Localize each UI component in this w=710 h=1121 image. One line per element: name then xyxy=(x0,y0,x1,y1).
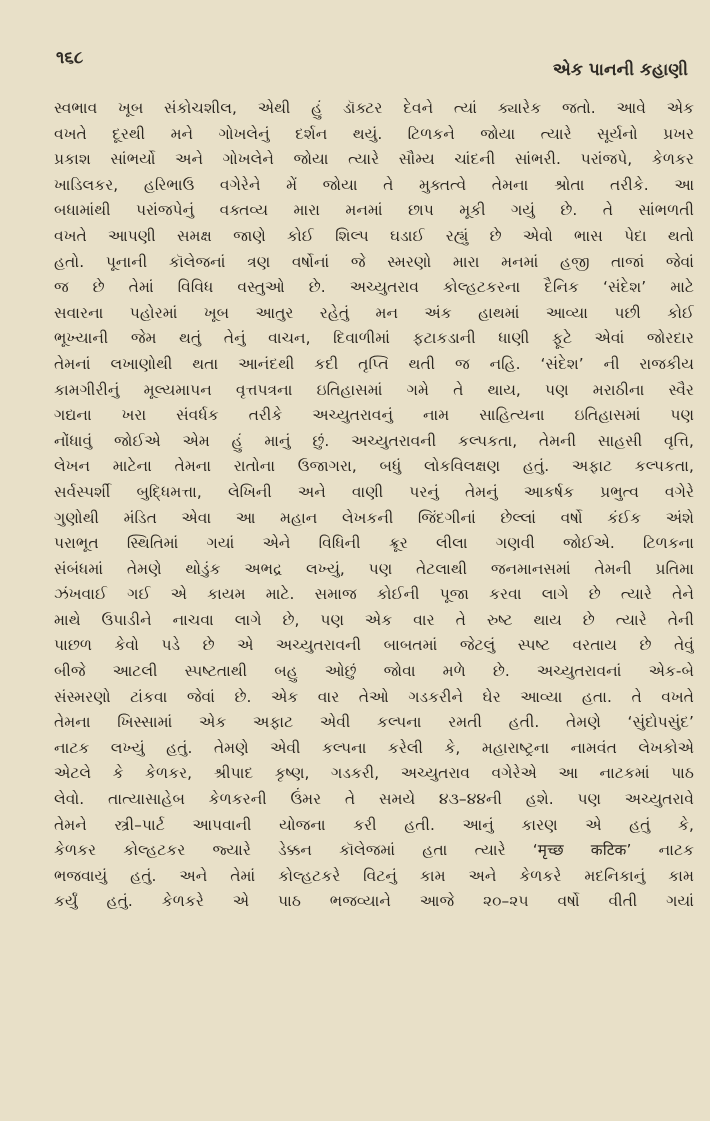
body-text xyxy=(54,96,694,915)
text-line: ગદ્યના ખરા સંવર્ધક તરીકે અચ્યુતરાવનું નામ સાહિત્યના ઇતિહાસમાં પણ xyxy=(54,406,694,425)
text-line: તેમને સ્ત્રી–પાર્ટ આપવાની યોજના કરી હતી. આનું કારણ એ હતું કે, xyxy=(54,815,694,834)
text-line: પરાભૂત સ્થિતિમાં ગયાં એને વિધિની ક્રૂર લીલા ગણવી જોઈએ. ટિળકના xyxy=(54,534,694,553)
text-line: લેવો. તાત્યાસાહેબ કેળકરની ઉંમર તે સમયે ૪૩–૪૪ની હશે. પણ અચ્યુતરાવે xyxy=(54,790,694,809)
text-line: પાછળ કેવો પડે છે એ અચ્યુતરાવની બાબતમાં જેટલું સ્પષ્ટ વરતાય છે તેવું xyxy=(54,636,694,655)
text-line: નાટક લખ્યું હતું. તેમણે એવી કલ્પના કરેલી કે, મહારાષ્ટ્રના નામવંત લેખકોએ xyxy=(54,738,694,757)
text-line: ભજવાયું હતું. અને તેમાં કોલ્હટકરે વિટનું કામ અને કેળકરે મદનિકાનું કામ xyxy=(54,866,694,885)
text-line: જ છે તેમાં વિવિધ વસ્તુઓ છે. અચ્યુતરાવ કોલ્હટકરના દૈનિક ‘સંદેશ’ માટે xyxy=(54,278,694,297)
text-line: ભૂખ્યાની જેમ થતું તેનું વાચન, દિવાળીમાં ફટાકડાની ધાણી ફૂટે એવાં જોરદાર xyxy=(54,329,694,348)
text-line: હતો. પૂનાની કૉલેજનાં ત્રણ વર્ષોનાં જે સ્મરણો મારા મનમાં હજી તાજાં જેવાં xyxy=(54,252,694,271)
text-line: લેખન માટેના તેમના રાતોના ઉજાગરા, બધું લોકવિલક્ષણ હતું. અફાટ કલ્પકતા, xyxy=(54,457,694,476)
text-line: ખાડિલકર, હરિભાઉ વગેરેને મેં જોયા તે મુક્તત્વે તેમના શ્રોતા તરીકે. આ xyxy=(54,175,694,194)
text-line: સવારના પહોરમાં ખૂબ આતુર રહેતું મન અંક હાથમાં આવ્યા પછી કોઈ xyxy=(54,303,694,322)
text-line: સંબંધમાં તેમણે થોડુંક અભદ્ર લખ્યું, પણ તેટલાથી જનમાનસમાં તેમની પ્રતિમા xyxy=(54,559,694,578)
running-title: એક પાનની કહાણી xyxy=(552,60,688,80)
text-line: માથે ઉપાડીને નાચવા લાગે છે, પણ એક વાર તે રુષ્ટ થાય છે ત્યારે તેની xyxy=(54,610,694,629)
text-line: કામગીરીનું મૂલ્યમાપન વૃત્તપત્રના ઇતિહાસમાં ગમે તે થાય, પણ મરાઠીના સ્વૈર xyxy=(54,380,694,399)
text-line: વખતે આપણી સમક્ષ જાણે કોઈ શિલ્પ ઘડાઈ રહ્યું છે એવો ભાસ પેદા થતો xyxy=(54,226,694,245)
text-line: તેમનાં લખાણોથી થતા આનંદથી કદી તૃપ્તિ થતી જ નહિ. ‘સંદેશ’ ની રાજકીય xyxy=(54,354,694,373)
text-line: કેળકર કોલ્હટકર જ્યારે ડેક્કન કૉલેજમાં હતા ત્યારે ‘मृच्छ कटिक’ નાટક xyxy=(54,841,694,860)
text-line: નોંધાવું જોઈએ એમ હું માનું છું. અચ્યુતરાવની કલ્પકતા, તેમની સાહસી વૃત્તિ, xyxy=(54,431,694,450)
text-line: વખતે દૂરથી મને ગોખલેનું દર્શન થયું. ટિળકને જોયા ત્યારે સૂર્યનો પ્રખર xyxy=(54,124,694,143)
text-line: પ્રકાશ સાંભર્યો અને ગોખલેને જોયા ત્યારે સૌમ્ય ચાંદની સાંભરી. પરાંજપે, કેળકર xyxy=(54,150,694,169)
text-line: ગુણોથી મંડિત એવા આ મહાન લેખકની જિંદગીનાં છેલ્લાં વર્ષો કંઈક અંશે xyxy=(54,508,694,527)
text-line: સંસ્મરણો ટાંકવા જેવાં છે. એક વાર તેઓ ગડકરીને ઘેર આવ્યા હતા. તે વખતે xyxy=(54,687,694,706)
text-line: કર્યું હતું. કેળકરે એ પાઠ ભજવ્યાને આજે ૨૦–૨૫ વર્ષો વીતી ગયાં xyxy=(54,892,694,911)
text-line: બધામાંથી પરાંજપેનું વક્તવ્ય મારા મનમાં છાપ મૂકી ગયું છે. તે સાંભળતી xyxy=(54,201,694,220)
text-line: એટલે કે કેળકર, શ્રીપાદ કૃષ્ણ, ગડકરી, અચ્યુતરાવ વગેરેએ આ નાટકમાં પાઠ xyxy=(54,764,694,783)
text-line: ઝંખવાઈ ગઈ એ કાયમ માટે. સમાજ કોઈની પૂજા કરવા લાગે છે ત્યારે તેને xyxy=(54,585,694,604)
text-line: તેમના ખિસ્સામાં એક અફાટ એવી કલ્પના રમતી હતી. તેમણે ‘સુંદોપસુંદ’ xyxy=(54,713,694,732)
text-line: સર્વસ્પર્શી બુદ્ધિમત્તા, લેખિની અને વાણી પરનું તેમનું આકર્ષક પ્રભુત્વ વગેરે xyxy=(54,482,694,501)
page-number: ૧૬૮ xyxy=(56,48,84,68)
text-line: સ્વભાવ ખૂબ સંકોચશીલ, એથી હું ડૉક્ટર દેવને ત્યાં ક્યારેક જતો. આવે એક xyxy=(54,99,694,117)
text-line: બીજે આટલી સ્પષ્ટતાથી બહુ ઓછું જોવા મળે છે. અચ્યુતરાવનાં એક-બે xyxy=(54,662,694,681)
